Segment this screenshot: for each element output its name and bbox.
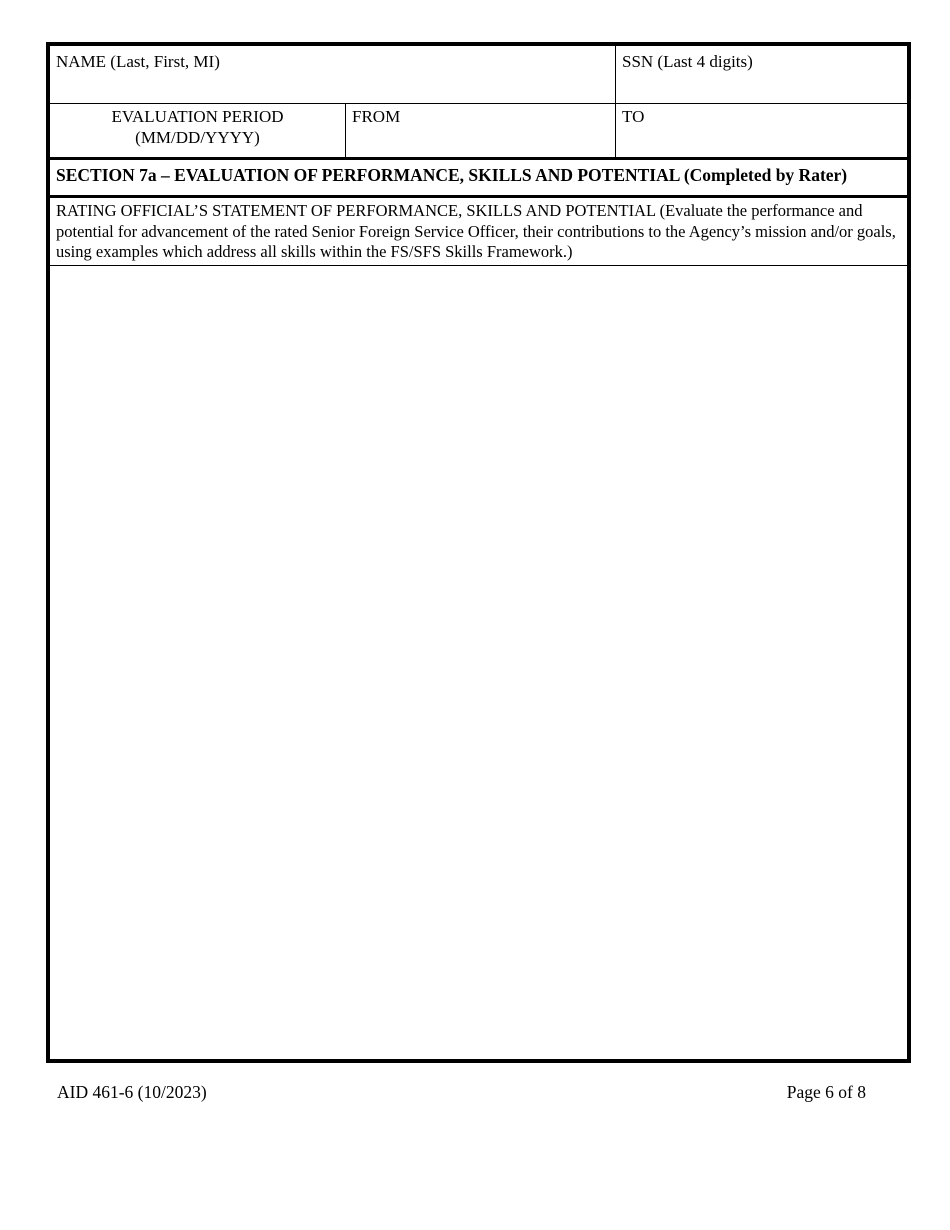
statement-instructions: RATING OFFICIAL’S STATEMENT OF PERFORMANCE, SKILLS AND POTENTIAL (Evaluate the performance and potential for advancement of the rated Senior Foreign Service Officer, their contributions to the Agency’s mission and/or goals, using examples which address all skills within the FS/SFS Skills Framework.) (56, 201, 896, 261)
statement-instructions-row (50, 198, 907, 266)
evaluation-period-label-line2: (MM/DD/YYYY) (135, 128, 260, 147)
name-ssn-row (50, 46, 907, 104)
evaluation-period-label (50, 104, 346, 157)
ssn-label: SSN (Last 4 digits) (622, 52, 753, 71)
ssn-field[interactable] (616, 46, 907, 103)
page-indicator: Page 6 of 8 (786, 1082, 866, 1102)
evaluation-period-label-line1: EVALUATION PERIOD (111, 107, 284, 126)
section-title: SECTION 7a – EVALUATION OF PERFORMANCE, SKILLS AND POTENTIAL (Completed by Rater) (56, 165, 848, 185)
from-date-field[interactable] (346, 104, 616, 157)
from-label: FROM (352, 107, 401, 126)
form-number: AID 461-6 (10/2023) (57, 1082, 207, 1102)
to-label: TO (622, 107, 645, 126)
evaluation-form (46, 42, 911, 1063)
statement-text-area[interactable] (50, 266, 907, 1059)
evaluation-period-row (50, 104, 907, 160)
to-date-field[interactable] (616, 104, 907, 157)
section-header-row (50, 160, 907, 198)
name-field[interactable] (50, 46, 616, 103)
name-label: NAME (Last, First, MI) (56, 52, 220, 71)
